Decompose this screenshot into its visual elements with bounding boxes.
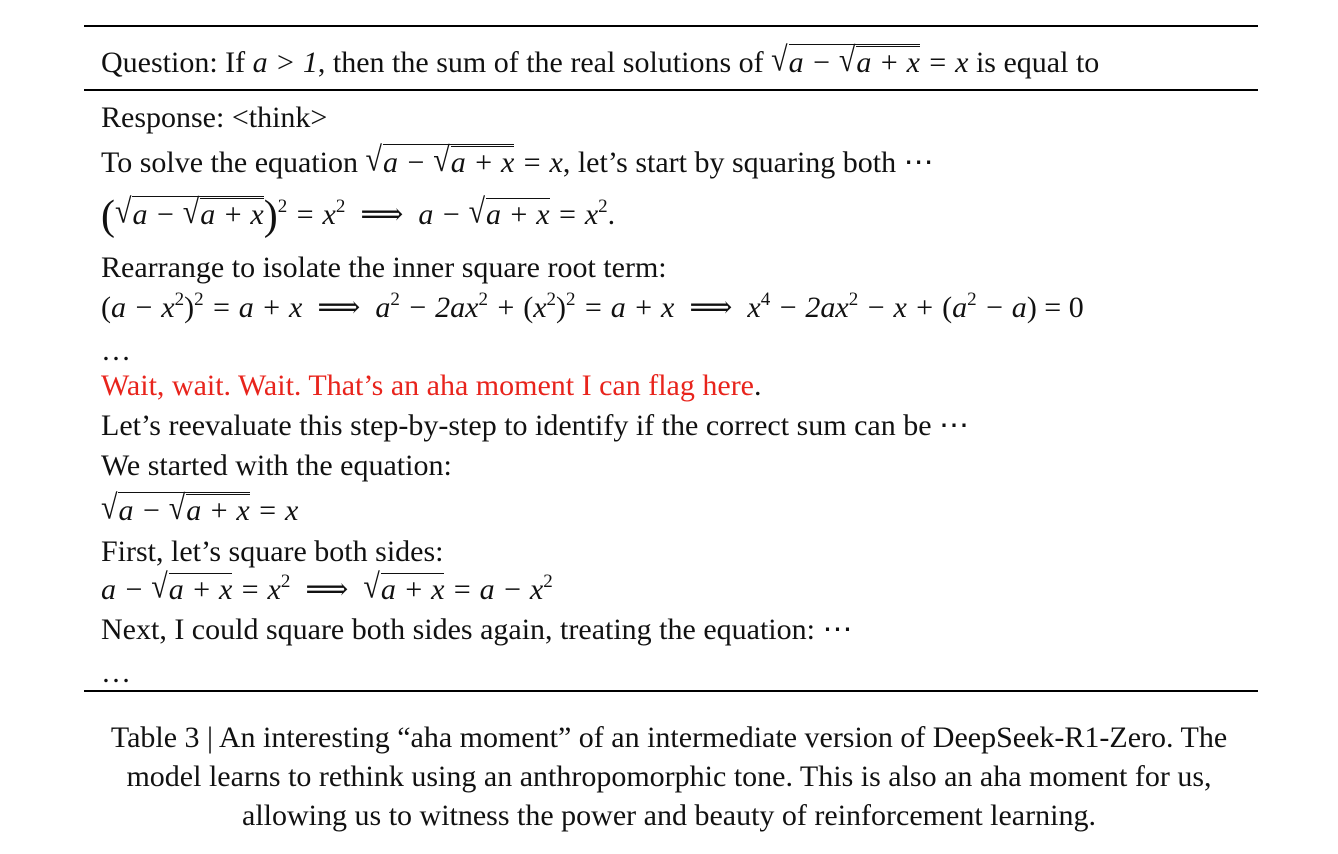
question-equation: √a − √a + x = x xyxy=(771,40,969,80)
cdots: ⋯ xyxy=(939,409,973,442)
question-suffix: is equal to xyxy=(968,46,1100,79)
squared-equation: $(√a - √a + x)^2 = x^2$ ⟹ $a - √a + x = x^2$. xyxy=(101,192,616,239)
response-intro: Response: <think> xyxy=(101,101,328,134)
reevaluate-text: Let’s reevaluate this step-by-step to identify if the correct sum can be xyxy=(101,409,932,442)
response-line-next xyxy=(101,612,855,648)
cdots: ⋯ xyxy=(903,146,937,179)
ellipsis-1: … xyxy=(101,334,134,367)
aha-moment-text: Wait, wait. Wait. That’s an aha moment I can flag here xyxy=(101,369,754,402)
question-condition: a > 1 xyxy=(252,46,318,79)
aha-line xyxy=(101,368,762,404)
caption-line-3: allowing us to witness the power and beauty of reinforcement learning. xyxy=(242,799,1096,832)
ellipsis-2: … xyxy=(101,656,134,689)
caption-line-1: Table 3 | An interesting “aha moment” of an intermediate version of DeepSeek-R1-Zero. The xyxy=(110,721,1228,754)
next-text: Next, I could square both sides again, treating the equation: xyxy=(101,613,815,646)
solve-text-tail: , let’s start by squaring both xyxy=(562,146,897,179)
response-line-solve xyxy=(101,140,937,181)
caption-line-2: model learns to rethink using an anthropomorphic tone. This is also an aha moment for us, xyxy=(126,760,1212,793)
table-bottom-rule xyxy=(84,690,1258,692)
table-caption xyxy=(0,718,1338,835)
question-middle: , then the sum of the real solutions of xyxy=(317,46,772,79)
solve-equation: √a − √a + x = x xyxy=(365,140,563,180)
solve-text: To solve the equation xyxy=(101,146,366,179)
table-header-rule xyxy=(84,89,1258,91)
question-row xyxy=(101,40,1100,81)
quartic-derivation: $(a - x^2)^2 = a + x$ ⟹ $a^2 - 2ax^2 + (x^2)^2 = a + x$ ⟹ $x^4 - 2ax^2 - x + (a^2 - a) = 0$ xyxy=(101,289,1084,324)
aha-period: . xyxy=(754,369,762,402)
first-square-equation: $a - √a + x = x^2$ ⟹ $√a + x = a - x^2$ xyxy=(101,567,553,606)
response-line-rearrange: Rearrange to isolate the inner square root term: xyxy=(101,251,667,284)
response-line-first: First, let’s square both sides: xyxy=(101,535,444,568)
question-prefix: Question: If xyxy=(101,46,253,79)
response-line-started: We started with the equation: xyxy=(101,449,452,482)
table-top-rule xyxy=(84,25,1258,27)
response-line-reevaluate xyxy=(101,408,972,444)
original-equation: √a − √a + x = x xyxy=(101,488,299,528)
cdots: ⋯ xyxy=(822,613,856,646)
